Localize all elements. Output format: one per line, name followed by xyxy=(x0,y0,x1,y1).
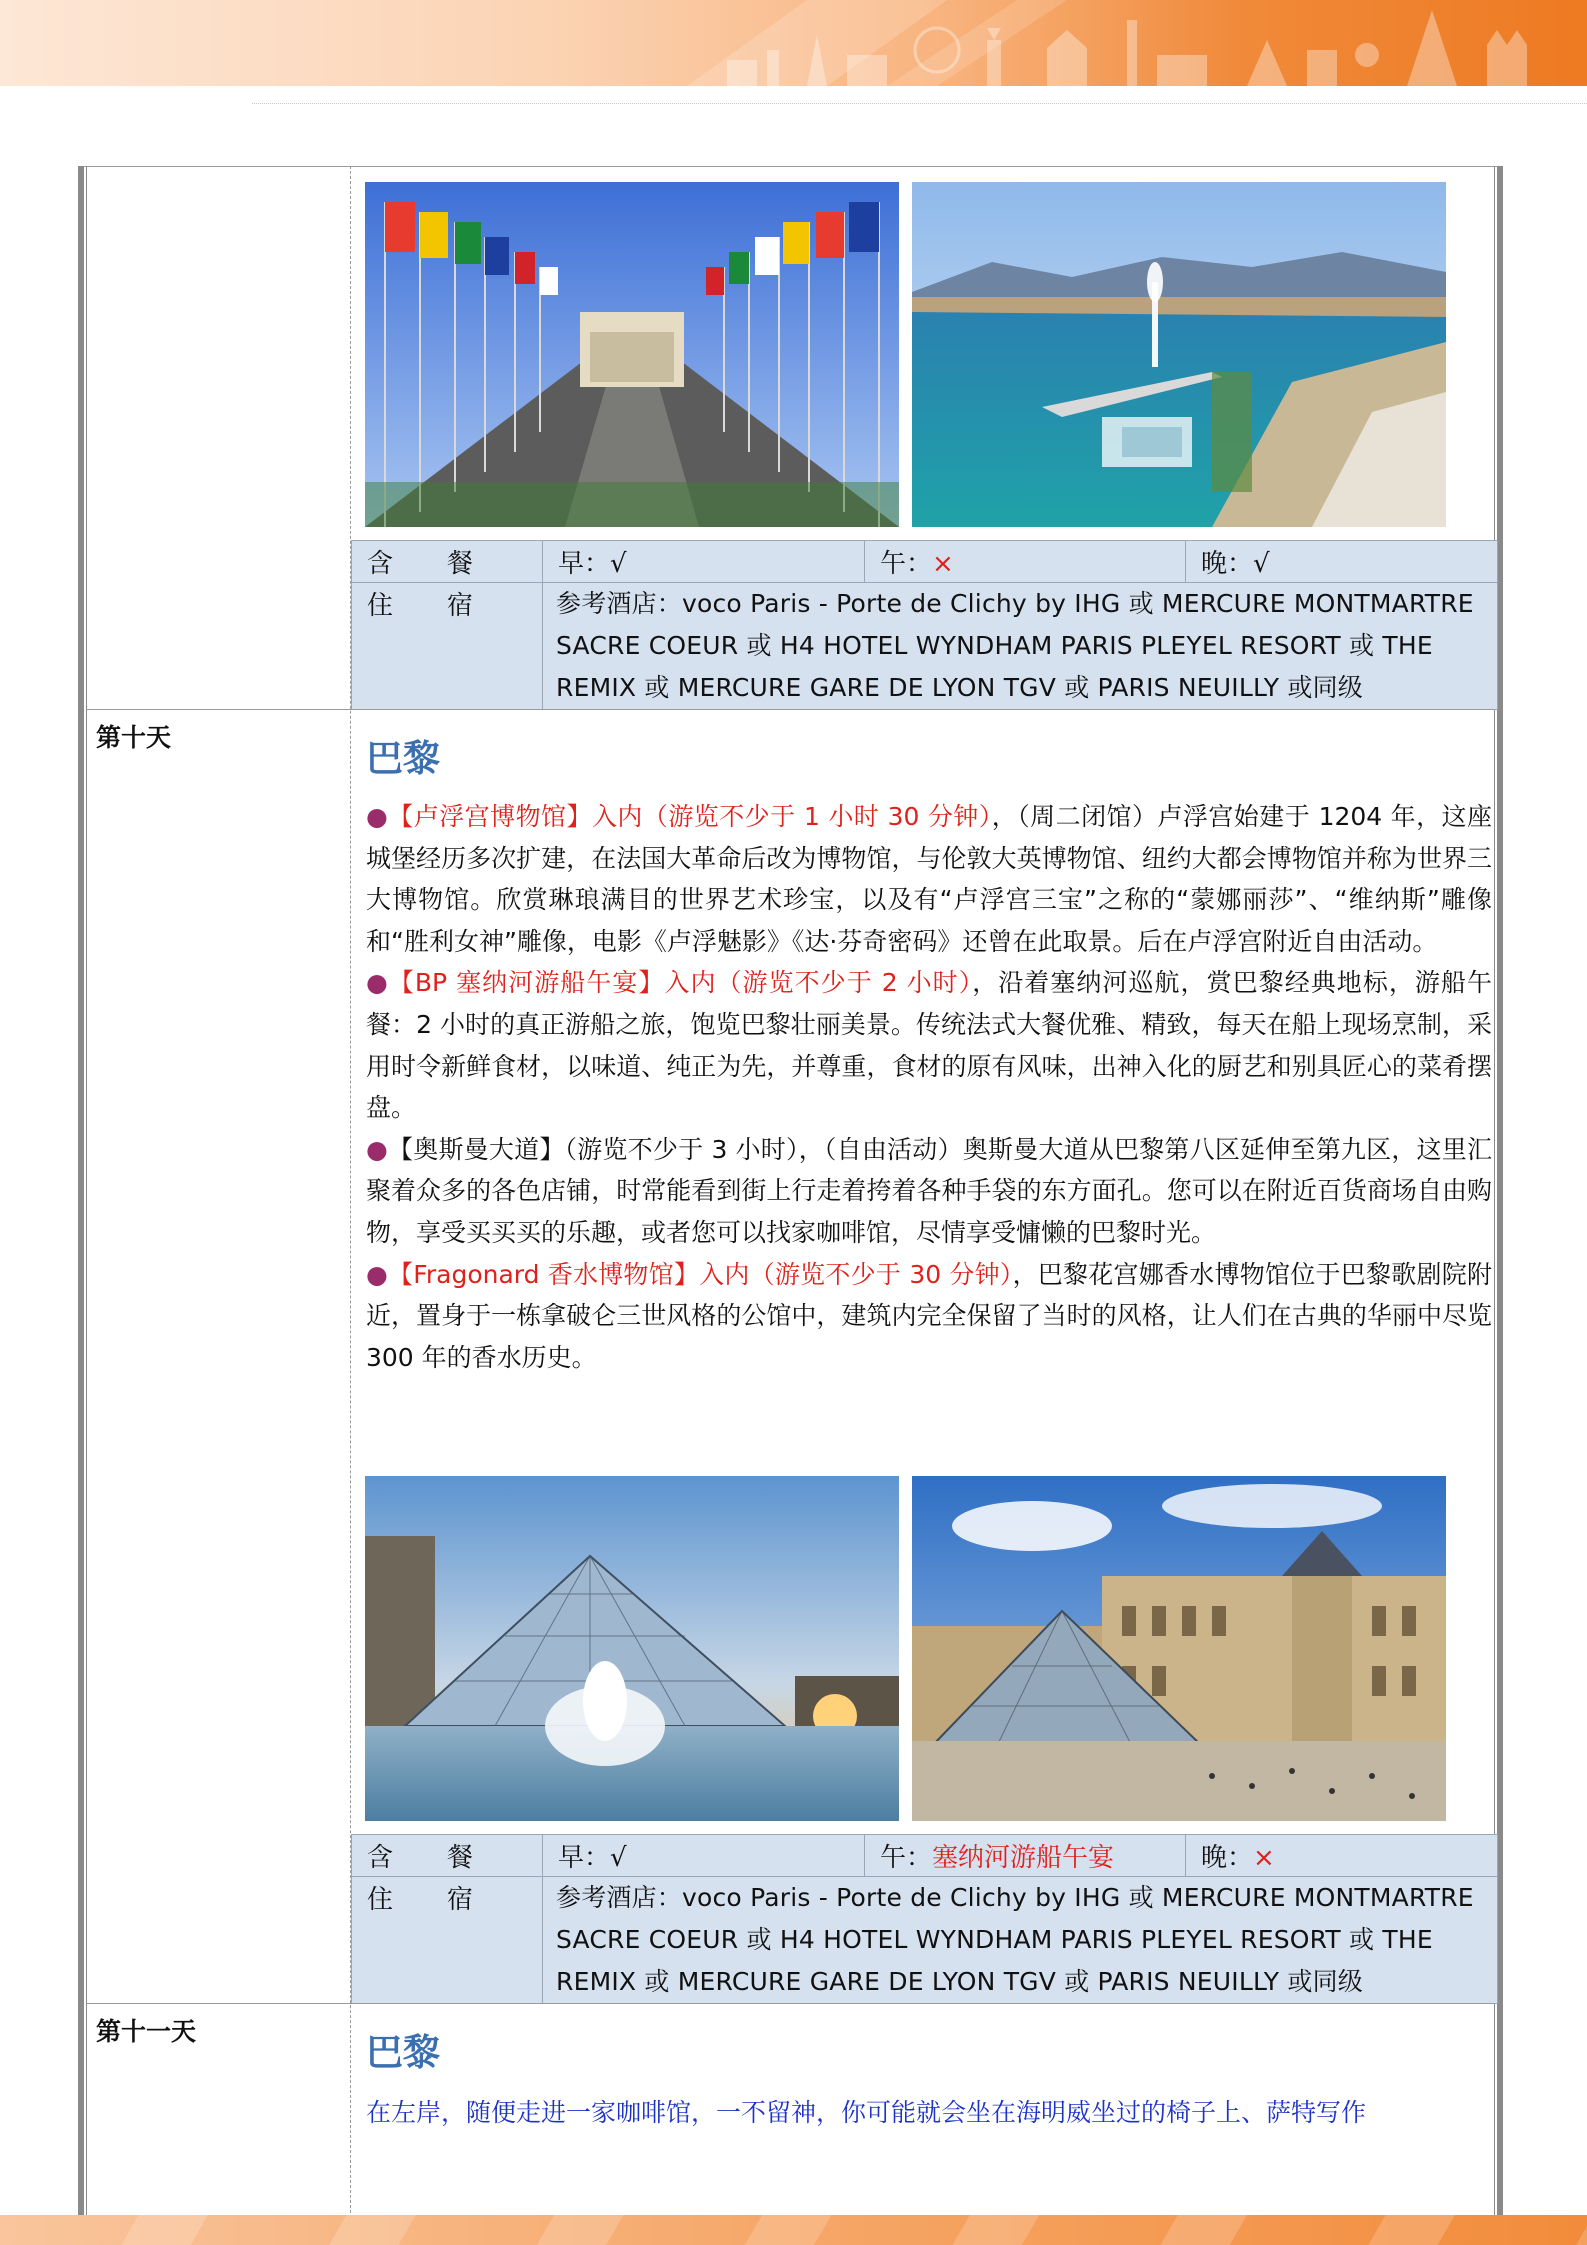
item-highlight: 【Fragonard 香水博物馆】入内（游览不少于 30 分钟） xyxy=(388,1259,1013,1289)
footer-stripe-decoration xyxy=(0,2215,1587,2245)
geneva-lake-fountain-photo xyxy=(912,182,1446,527)
day10-label: 第十天 xyxy=(96,723,172,752)
dinner-cell: 晚：× xyxy=(1186,1835,1498,1877)
itinerary-item-louvre xyxy=(366,796,1492,962)
table-left-inner-border xyxy=(86,166,87,2218)
itinerary-item-seine-cruise xyxy=(366,962,1492,1128)
itinerary-item-fragonard xyxy=(366,1254,1492,1379)
un-flags-avenue-photo xyxy=(365,182,899,527)
lunch-value: 塞纳河游船午宴 xyxy=(932,1843,1115,1873)
itinerary-item-haussmann xyxy=(366,1129,1492,1254)
bullet-icon: ● xyxy=(366,968,389,998)
bullet-icon: ● xyxy=(366,802,389,831)
dinner-value: × xyxy=(1253,1843,1275,1873)
lunch-value: × xyxy=(932,549,954,579)
day9-info-table xyxy=(351,540,1498,710)
day10-city-title: 巴黎 xyxy=(366,737,440,780)
breakfast-cell: 早：√ xyxy=(543,1835,865,1877)
header-divider xyxy=(252,103,1587,104)
day11-label: 第十一天 xyxy=(96,2017,197,2046)
day10-top-rule xyxy=(86,709,1494,710)
item-text: ，沿着塞纳河巡航，赏巴黎经典地标，游船午餐：2 小时的真正游船之旅，饱览巴黎壮丽美景。传统法式大餐优雅、精致，每天在船上现场烹制，采用时令新鲜食材，以味道、纯正为先，并尊重，食材的原有风味，出神入化的厨艺和别具匠心的菜肴摆盘。 xyxy=(366,968,1492,1123)
meals-label: 含 餐 xyxy=(352,1835,543,1877)
day11-city-title: 巴黎 xyxy=(366,2031,440,2074)
bullet-icon: ● xyxy=(366,1134,389,1164)
item-highlight: 【BP 塞纳河游船午宴】入内（游览不少于 2 小时） xyxy=(388,968,973,998)
lodging-hotels: 参考酒店：voco Paris - Porte de Clichy by IHG 或 MERCURE MONTMARTRE SACRE COEUR 或 H4 HOTEL WYNDHAM PARIS PLEYEL RESORT 或 THE REMIX 或 MERCURE GARE DE LYON TGV 或 PARIS NEUILLY 或同级 xyxy=(543,1877,1498,2004)
lunch-cell: 午：塞纳河游船午宴 xyxy=(865,1835,1186,1877)
dinner-cell: 晚：√ xyxy=(1186,541,1498,583)
breakfast-cell: 早：√ xyxy=(543,541,865,583)
meals-label: 含 餐 xyxy=(352,541,543,583)
lodging-hotels: 参考酒店：voco Paris - Porte de Clichy by IHG 或 MERCURE MONTMARTRE SACRE COEUR 或 H4 HOTEL WYNDHAM PARIS PLEYEL RESORT 或 THE REMIX 或 MERCURE GARE DE LYON TGV 或 PARIS NEUILLY 或同级 xyxy=(543,583,1498,710)
item-highlight: 【卢浮宫博物馆】入内（游览不少于 1 小时 30 分钟） xyxy=(388,802,992,831)
item-text: ，（周二闭馆）卢浮宫始建于 1204 年，这座城堡经历多次扩建，在法国大革命后改为博物馆，与伦敦大英博物馆、纽约大都会博物馆并称为世界三大博物馆。欣赏琳琅满目的世界艺术珍宝，以及有“卢浮宫三宝”之称的“蒙娜丽莎”、“维纳斯”雕像和“胜利女神”雕像，电影《卢浮魅影》《达·芬奇密码》还曾在此取景。后在卢浮宫附近自由活动。 xyxy=(366,802,1492,956)
day11-intro: 在左岸，随便走进一家咖啡馆，一不留神，你可能就会坐在海明威坐过的椅子上、萨特写作 xyxy=(366,2098,1367,2127)
lodging-label: 住 宿 xyxy=(352,583,543,710)
table-top-border xyxy=(78,166,1503,167)
item-text: 【奥斯曼大道】（游览不少于 3 小时），（自由活动）奥斯曼大道从巴黎第八区延伸至第九区，这里汇聚着众多的各色店铺，时常能看到街上行走着挎着各种手袋的东方面孔。您可以在附近百货商场自由购物，享受买买买的乐趣，或者您可以找家咖啡馆，尽情享受慵懒的巴黎时光。 xyxy=(366,1134,1492,1247)
paris-skyline-decoration xyxy=(687,0,1587,86)
day10-itinerary xyxy=(366,796,1492,1378)
day10-info-table xyxy=(351,1834,1498,2004)
item-text: ，巴黎花宫娜香水博物馆位于巴黎歌剧院附近，置身于一栋拿破仑三世风格的公馆中，建筑内完全保留了当时的风格，让人们在古典的华丽中尽览 300 年的香水历史。 xyxy=(366,1259,1492,1372)
lunch-cell: 午：× xyxy=(865,541,1186,583)
louvre-pyramid-day-photo xyxy=(912,1476,1446,1821)
table-left-border xyxy=(78,166,84,2218)
lodging-label: 住 宿 xyxy=(352,1877,543,2004)
day11-top-rule xyxy=(86,2003,1494,2004)
bullet-icon: ● xyxy=(366,1259,389,1289)
louvre-pyramid-sunset-photo xyxy=(365,1476,899,1821)
